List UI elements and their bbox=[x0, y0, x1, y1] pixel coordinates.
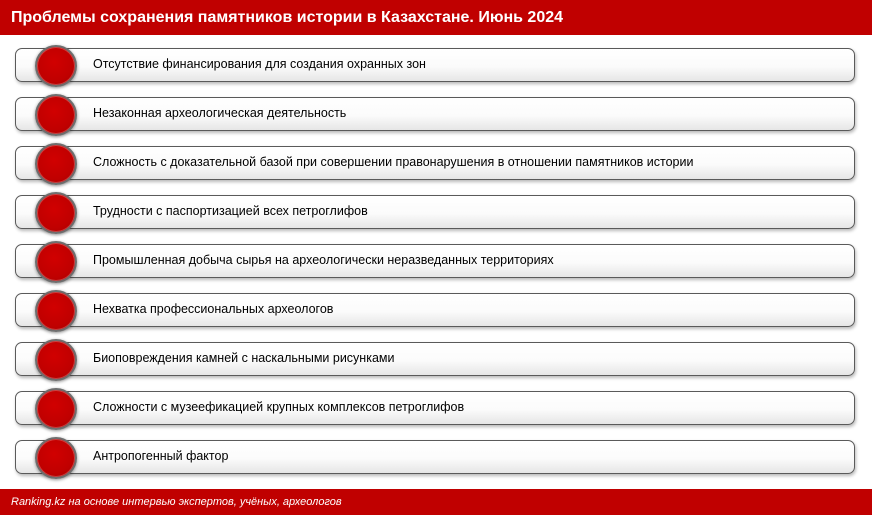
list-item-label: Сложности с музеефикацией крупных комплексов петроглифов bbox=[93, 400, 465, 414]
red-circle-icon bbox=[35, 94, 77, 136]
list-item bbox=[15, 48, 855, 82]
red-circle-icon bbox=[35, 339, 77, 381]
list-item bbox=[15, 195, 855, 229]
red-circle-icon bbox=[35, 241, 77, 283]
list-item bbox=[15, 146, 855, 180]
list-item-label: Нехватка профессиональных археологов bbox=[93, 302, 334, 316]
list-item bbox=[15, 440, 855, 474]
list-item bbox=[15, 244, 855, 278]
red-circle-icon bbox=[35, 192, 77, 234]
list-item-label: Незаконная археологическая деятельность bbox=[93, 106, 347, 120]
red-circle-icon bbox=[35, 290, 77, 332]
list-item-label: Промышленная добыча сырья на археологически неразведанных территориях bbox=[93, 253, 554, 267]
red-circle-icon bbox=[35, 437, 77, 479]
list-item-label: Трудности с паспортизацией всех петроглифов bbox=[93, 204, 368, 218]
red-circle-icon bbox=[35, 45, 77, 87]
red-circle-icon bbox=[35, 388, 77, 430]
page-title: Проблемы сохранения памятников истории в Казахстане. Июнь 2024 bbox=[0, 0, 872, 35]
red-circle-icon bbox=[35, 143, 77, 185]
list-item-label: Антропогенный фактор bbox=[93, 449, 229, 463]
list-item bbox=[15, 342, 855, 376]
source-footer: Ranking.kz на основе интервью экспертов, учёных, археологов bbox=[0, 489, 872, 515]
list-item bbox=[15, 97, 855, 131]
list-item-label: Отсутствие финансирования для создания охранных зон bbox=[93, 57, 426, 71]
list-item-label: Сложность с доказательной базой при совершении правонарушения в отношении памятников истории bbox=[93, 155, 694, 169]
list-item-label: Биоповреждения камней с наскальными рисунками bbox=[93, 351, 395, 365]
list-item bbox=[15, 293, 855, 327]
list-item bbox=[15, 391, 855, 425]
